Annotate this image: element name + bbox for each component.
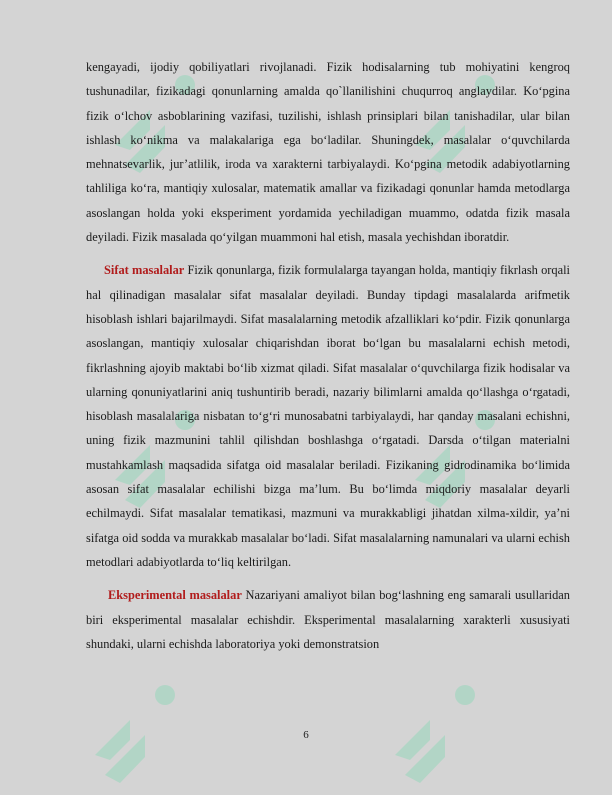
section-heading-experimental: Eksperimental masalalar <box>108 588 242 603</box>
paragraph-qualitative <box>86 258 570 574</box>
page-number: 6 <box>303 729 309 741</box>
paragraph-qualitative-body: Fizik qonunlarga, fizik formulalarga tayangan holda, mantiqiy fikrlash orqali hal qilinadigan masalalar sifat masalalar deyiladi. Bunday tipdagi masalalarda arifmetik hisoblash ishlari bajarilmaydi. Sifat masalalarning metodik afzalliklari ko‘pdir. Fizik qonunlarga asoslangan, mantiqiy xulosalar chiqarishdan iborat bo‘lgan bu masalalarni echish metodi, fikrlashning ajoyib maktabi bo‘lib xizmat qiladi. Sifat masalalar o‘quvchilarga fizik hodisalar va ularning qonuniyatlarini aniq tushuntirib beradi, nazariy bilimlarni amalda qo‘llashga o‘rgatadi, hisoblash masalalariga nisbatan to‘g‘ri munosabatni tarbiyalaydi, har qanday masalani echishni, uning fizik mazmunini tahlil qilishdan boshlashga o‘rgatadi. Darsda o‘tilgan materialni mustahkamlash maqsadida sifatga oid masalalar beriladi. Fizikaning gidrodinamika bo‘limida asosan sifat masalalar echilishi bizga ma’lum. Bu bo‘limda miqdoriy masalalar deyarli echilmaydi. Sifat masalalar tematikasi, mazmuni va murakkabligi jihatdan xilma-xildir, ya’ni sifatga oid sodda va murakkab masalalar bo‘ladi. Sifat masalalarning namunalari va ularni echish metodlari adabiyotlarda to‘liq keltirilgan. <box>86 263 570 569</box>
section-heading-qualitative: Sifat masalalar <box>104 263 185 278</box>
paragraph-experimental-body: Nazariyani amaliyot bilan bog‘lashning eng samarali usullaridan biri eksperimental masalalar echishdir. Eksperimental masalalarning xarakterli xususiyati shundaki, ularni echishda laboratoriya yoki demonstratsion <box>86 588 570 651</box>
paragraph-intro: kengayadi, ijodiy qobiliyatlari rivojlanadi. Fizik hodisalarning tub mohiyatini kengroq tushunadilar, fizikadagi qonunlarning amalda qo`llanilishini chuqurroq anglaydilar. Ko‘pgina fizik o‘lchov asboblarining vazifasi, tuzilishi, ishlash prinsiplari bilan tanishadilar, ular bilan ishlash ko‘nikma va malakalariga ega bo‘ladilar. Shuningdek, masalalar o‘quvchilarda mehnatsevarlik, jur’atlilik, iroda va xarakterni tarbiyalaydi. Ko‘pgina metodik adabiyotlarning tahliliga ko‘ra, mantiqiy xulosalar, matematik amallar va fizikadagi qonunlar hamda metodlarga asoslangan holda yoki eksperiment yordamida yechiladigan muammo, odatda fizik masala deyiladi. Fizik masalada qo‘yilgan muammoni hal etish, masala yechishdan iboratdir. <box>86 60 570 245</box>
body-text <box>86 55 570 656</box>
paragraph-experimental <box>86 583 570 656</box>
